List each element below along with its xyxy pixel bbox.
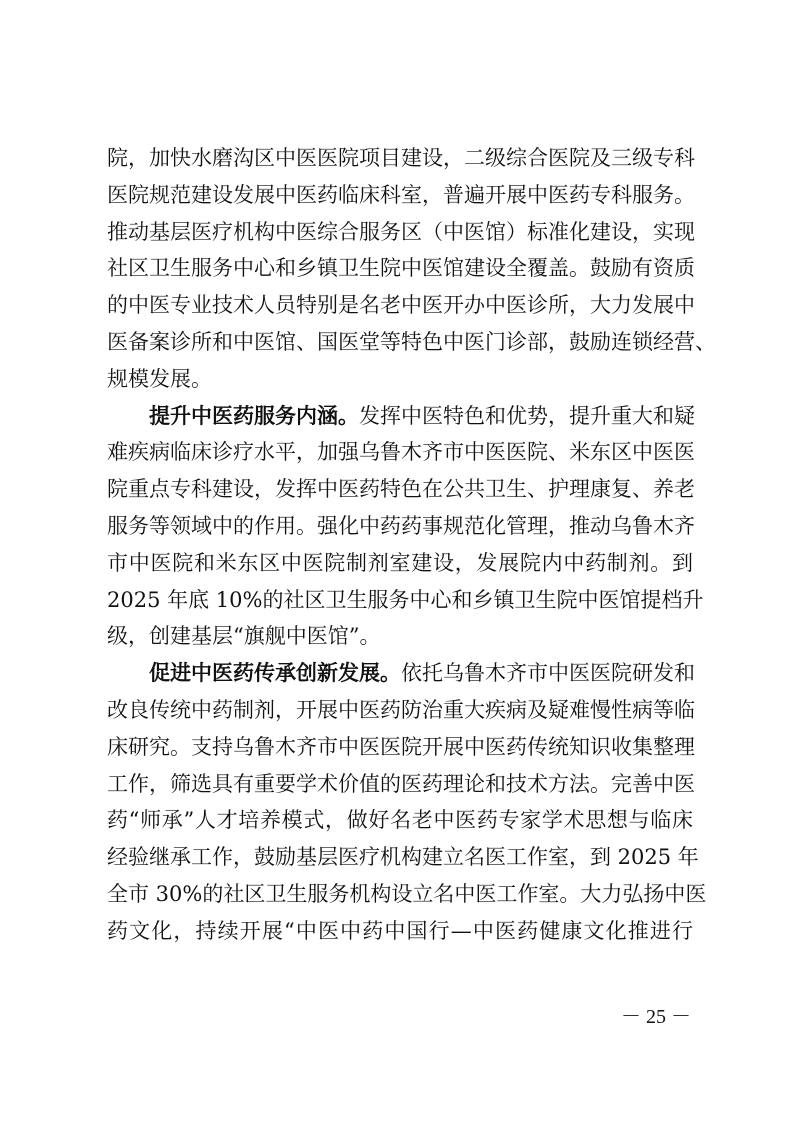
text-line: 医备案诊所和中医馆、国医堂等特色中医门诊部，鼓励连锁经营、: [107, 329, 716, 354]
text-line: 难疾病临床诊疗水平，加强乌鲁木齐市中医医院、米东区中医医: [107, 440, 695, 465]
text-run: 发挥中医特色和优势，提升重大和疑: [359, 403, 695, 428]
text-line: 级，创建基层“旗舰中医馆”。: [107, 624, 381, 649]
text-line: 全市 30%的社区卫生服务机构设立名中医工作室。大力弘扬中医: [107, 881, 707, 906]
paragraph-heading: 提升中医药服务内涵。: [149, 402, 359, 428]
text-line: [107, 655, 693, 692]
text-line: 床研究。支持乌鲁木齐市中医医院开展中医药传统知识收集整理: [107, 734, 695, 759]
text-line: 院重点专科建设，发挥中医药特色在公共卫生、护理康复、养老: [107, 477, 695, 502]
paragraph-inheritance-innovation: [107, 655, 707, 949]
text-line: 经验继承工作，鼓励基层医疗机构建立名医工作室，到 2025 年: [107, 845, 699, 870]
body-text: [107, 140, 716, 950]
text-line: 规模发展。: [107, 366, 212, 391]
text-line: 药“师承”人才培养模式，做好名老中医药专家学术思想与临床: [107, 808, 693, 833]
paragraph-tcm-facilities: [107, 140, 716, 398]
text-line: 的中医专业技术人员特别是名老中医开办中医诊所，大力发展中: [107, 293, 695, 318]
page-number: － 25 －: [621, 1006, 691, 1028]
paragraph-service-connotation: [107, 398, 704, 656]
text-line: 医院规范建设发展中医药临床科室，普遍开展中医药专科服务。: [107, 182, 695, 207]
text-line: 改良传统中药制剂，开展中医药防治重大疾病及疑难慢性病等临: [107, 697, 695, 722]
text-line: 服务等领域中的作用。强化中药药事规范化管理，推动乌鲁木齐: [107, 513, 695, 538]
paragraph-heading: 促进中医药传承创新发展。: [149, 660, 401, 686]
text-line: 推动基层医疗机构中医综合服务区（中医馆）标准化建设，实现: [107, 219, 695, 244]
text-line: [107, 398, 693, 435]
text-line: 市中医院和米东区中医院制剂室建设，发展院内中药制剂。到: [107, 550, 693, 575]
text-line: 药文化，持续开展“中医中药中国行—中医药健康文化推进行: [107, 918, 693, 943]
text-line: 工作，筛选具有重要学术价值的医药理论和技术方法。完善中医: [107, 771, 695, 796]
text-line: 2025 年底 10%的社区卫生服务中心和乡镇卫生院中医馆提档升: [107, 587, 704, 612]
text-line: 社区卫生服务中心和乡镇卫生院中医馆建设全覆盖。鼓励有资质: [107, 256, 695, 281]
text-line: 院，加快水磨沟区中医医院项目建设，二级综合医院及三级专科: [107, 146, 695, 170]
text-run: 依托乌鲁木齐市中医医院研发和: [401, 661, 695, 686]
